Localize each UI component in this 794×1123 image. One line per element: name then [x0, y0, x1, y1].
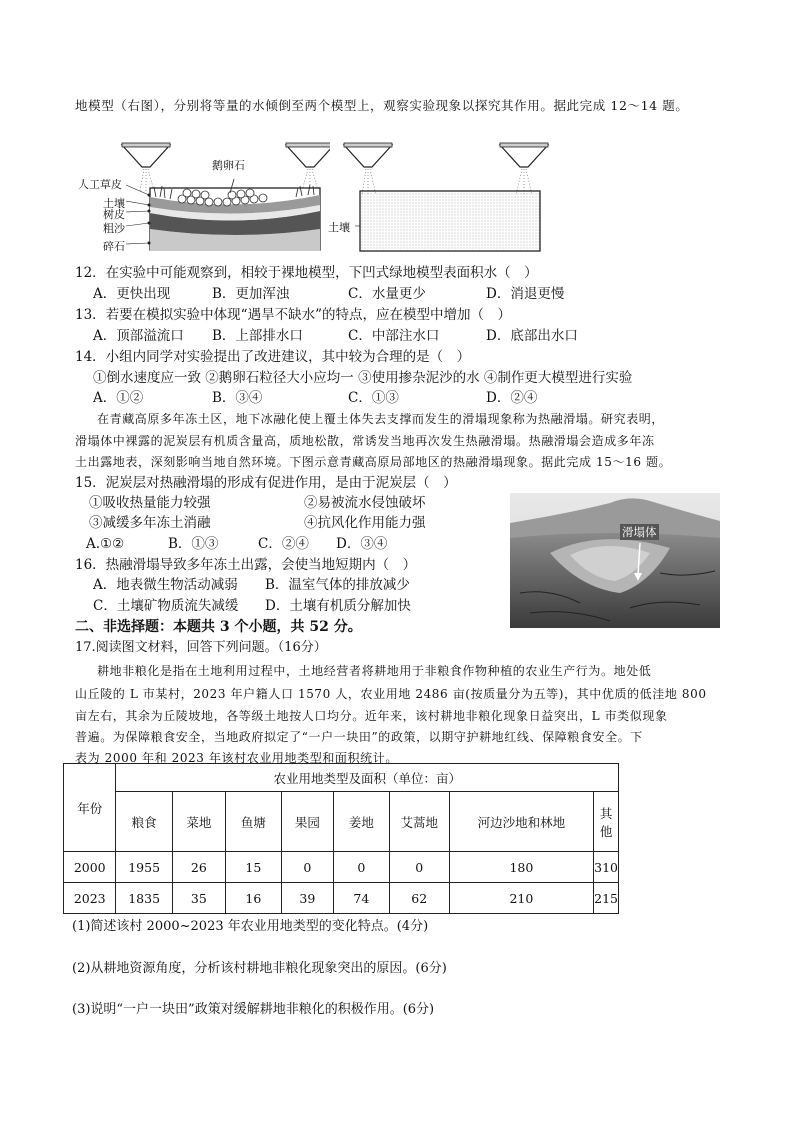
table-cell: 74 [333, 883, 389, 914]
q17-passage-line-1: 耕地非粮化是指在土地利用过程中，土地经营者将耕地用于非粮食作物种植的农业生产行为。地处低 [97, 664, 652, 678]
passage-15-line-1: 在青藏高原多年冻土区，地下冰融化使上覆土体失去支撑而发生的滑塌现象称为热融滑塌。研究表明， [97, 412, 665, 426]
col-header: 姜地 [333, 792, 389, 852]
q17-passage-line-5: 表为 2000 年和 2023 年该村农业用地类型和面积统计。 [75, 751, 398, 765]
q16-option-d[interactable]: D．土壤有机质分解加快 [265, 598, 411, 614]
q15-option-d[interactable]: D．③④ [336, 536, 388, 552]
table-cell: 1955 [116, 852, 172, 883]
q13-option-b[interactable]: B．上部排水口 [212, 328, 303, 344]
q17-passage-line-4: 普遍。为保障粮食安全，当地政府拟定了“一户一块田”的政策，以期守护耕地红线、保障粮食安全。下 [75, 730, 643, 744]
table-cell: 15 [225, 852, 281, 883]
table-row [64, 883, 619, 914]
q12-option-a[interactable]: A．更快出现 [93, 286, 171, 302]
table-cell: 2000 [64, 852, 116, 883]
table-cell: 0 [281, 852, 333, 883]
thaw-slump-photo [510, 493, 720, 628]
q16-stem: 16．热融滑塌导致多年冻土出露，会使当地短期内（ ） [75, 557, 417, 573]
q12-stem: 12．在实验中可能观察到，相较于裸地模型，下凹式绿地模型表面积水（ ） [75, 265, 538, 281]
q14-suggestions: ①倒水速度应一致 ②鹅卵石粒径大小应均一 ③使用掺杂泥沙的水 ④制作更大模型进行实验 [93, 370, 633, 386]
q15-item-4: ④抗风化作用能力强 [304, 515, 426, 531]
q15-item-3: ③减缓多年冻土消融 [89, 515, 211, 531]
q13-option-c[interactable]: C．中部注水口 [348, 328, 440, 344]
q13-option-a[interactable]: A．顶部溢流口 [93, 328, 184, 344]
intro-line: 地模型（右图），分别将等量的水倾倒至两个模型上，观察实验现象以探究其作用。据此完成 12～14 题。 [75, 98, 689, 113]
q15-option-a[interactable]: A.①② [86, 536, 125, 552]
q16-option-a[interactable]: A．地表微生物活动减弱 [93, 577, 238, 593]
q14-option-d[interactable]: D．②④ [486, 390, 538, 406]
q12-option-d[interactable]: D．消退更慢 [486, 286, 565, 302]
q14-stem: 14．小组内同学对实验提出了改进建议，其中较为合理的是（ ） [75, 349, 471, 365]
layer-label-bark: 树皮 [103, 208, 125, 221]
table-cell: 39 [281, 883, 333, 914]
land-use-table [63, 763, 619, 914]
q17-sub-2: (2)从耕地资源角度，分析该村耕地非粮化现象突出的原因。(6分) [72, 961, 447, 976]
q12-option-c[interactable]: C．水量更少 [348, 286, 426, 302]
section-2-heading: 二、非选择题：本题共 3 个小题，共 52 分。 [75, 619, 362, 635]
group-header: 农业用地类型及面积（单位：亩） [116, 764, 619, 792]
table-cell: 1835 [116, 883, 172, 914]
q15-item-1: ①吸收热量能力较强 [89, 495, 211, 511]
col-header: 鱼塘 [225, 792, 281, 852]
col-header: 河边沙地和林地 [449, 792, 593, 852]
table-cell: 35 [172, 883, 225, 914]
table-cell: 0 [333, 852, 389, 883]
q16-option-c[interactable]: C．土壤矿物质流失减缓 [93, 598, 239, 614]
table-row [64, 852, 619, 883]
layer-label-gravel: 碎石 [103, 240, 125, 253]
q14-option-a[interactable]: A．①② [93, 390, 144, 406]
year-header: 年份 [64, 764, 116, 852]
table-cell: 215 [594, 883, 619, 914]
passage-15-line-3: 土出露地表，深刻影响当地自然环境。下图示意青藏高原局部地区的热融滑塌现象。据此完成 15～16 题。 [75, 455, 672, 469]
bare-land-model-figure [340, 133, 560, 253]
soil-label-right: 土壤 [328, 221, 350, 234]
col-header: 艾蒿地 [389, 792, 449, 852]
layer-label-turf: 人工草皮 [78, 178, 122, 191]
q15-option-c[interactable]: C．②④ [258, 536, 309, 552]
passage-15-line-2: 滑塌体中裸露的泥炭层有机质含量高，质地松散，常诱发当地再次发生热融滑塌。热融滑塌会造成多年冻 [75, 434, 655, 448]
slump-label: 滑塌体 [622, 525, 657, 539]
table-cell: 0 [389, 852, 449, 883]
layer-labels [78, 177, 122, 192]
table-cell: 210 [449, 883, 593, 914]
layer-label-soil: 土壤 [103, 197, 125, 210]
table-cell: 26 [172, 852, 225, 883]
q15-item-2: ②易被流水侵蚀破坏 [304, 495, 426, 511]
table-cell: 310 [594, 852, 619, 883]
q15-stem: 15．泥炭层对热融滑塌的形成有促进作用，是由于泥炭层（ ） [75, 475, 457, 491]
q14-option-b[interactable]: B．③④ [212, 390, 263, 406]
pebble-label: 鹅卵石 [212, 159, 245, 172]
col-header: 果园 [281, 792, 333, 852]
col-header: 菜地 [172, 792, 225, 852]
q16-option-b[interactable]: B．温室气体的排放减少 [265, 577, 410, 593]
table-cell: 2023 [64, 883, 116, 914]
table-cell: 180 [449, 852, 593, 883]
col-header: 粮食 [116, 792, 172, 852]
q17-heading: 17.阅读图文材料，回答下列问题。（16分） [75, 640, 327, 655]
q17-sub-1: (1)简述该村 2000~2023 年农业用地类型的变化特点。(4分) [72, 919, 429, 934]
q17-sub-3: (3)说明“一户一块田”政策对缓解耕地非粮化的积极作用。(6分) [72, 1002, 435, 1017]
q14-option-c[interactable]: C．①③ [348, 390, 399, 406]
table-cell: 16 [225, 883, 281, 914]
q15-option-b[interactable]: B．①③ [168, 536, 219, 552]
q12-option-b[interactable]: B．更加浑浊 [212, 286, 290, 302]
q17-passage-line-3: 亩左右，其余为丘陵坡地，各等级土地按人口均分。近年来，该村耕地非粮化现象日益突出，L 市类似现象 [75, 709, 668, 723]
table-cell: 62 [389, 883, 449, 914]
layer-label-sand: 粗沙 [103, 222, 125, 235]
q17-passage-line-2: 山丘陵的 L 市某村，2023 年户籍人口 1570 人，农业用地 2486 亩(按质量分为五等)，其中优质的低洼地 800 [75, 687, 707, 701]
q13-stem: 13．若要在模拟实验中体现“遇旱不缺水”的特点，应在模型中增加（ ） [75, 307, 511, 323]
col-header: 其他 [594, 792, 619, 852]
q13-option-d[interactable]: D．底部出水口 [486, 328, 578, 344]
